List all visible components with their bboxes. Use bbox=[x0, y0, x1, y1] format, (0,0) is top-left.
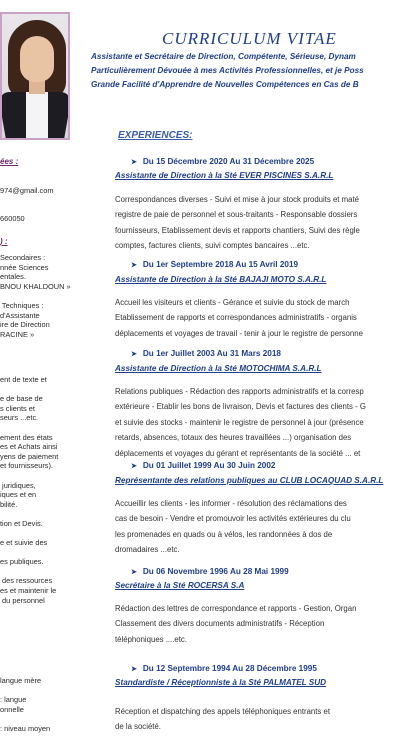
experience-description: Accueil les visiteurs et clients - Gérance et suivie du stock de march Etablissement de rapports et correspondances administratifs - organis déplacements et voyages de travail - tenir à jour le registre de personne bbox=[115, 298, 363, 338]
experience-date: ➤ Du 06 Novembre 1996 Au 28 Mai 1999 bbox=[131, 567, 289, 576]
experience-company: Assistante de Direction à la Sté BAJAJI MOTO S.A.R.L bbox=[115, 275, 327, 284]
arrow-right-icon: ➤ bbox=[131, 569, 137, 576]
experience-date: ➤ Du 1er Septembre 2018 Au 15 Avril 2019 bbox=[131, 260, 299, 269]
arrow-right-icon: ➤ bbox=[131, 351, 137, 358]
experience-description: Accueillir les clients - les informer - résolution des réclamations des cas de besoin - Vendre et promouvoir les activités extérieures du clu les promenades en quads ou à vélos, les randonnées à dos de dromadaires ...etc. bbox=[115, 499, 351, 555]
education-text: Secondaires : nnée Sciences entales. BNOU KHALDOUN » Techniques : d'Assistante ire de Direction RACINE » bbox=[0, 253, 71, 339]
contact-heading: ées : bbox=[0, 157, 19, 166]
arrow-right-icon: ➤ bbox=[131, 159, 137, 166]
experience-date: ➤ Du 1er Juillet 2003 Au 31 Mars 2018 bbox=[131, 349, 281, 358]
arrow-right-icon: ➤ bbox=[131, 262, 137, 269]
experience-description: Relations publiques - Rédaction des rapports administratifs et la corresp extérieure - Etablir les bons de livraison, Devis et factures des clients - G et suivie des stocks - maintenir le registre de personnel à jour (présence retards, absences, totaux des heures travaillées ...) organisation des déplacements et voyages du gérant et représentants de la société ... et bbox=[115, 387, 366, 458]
experience-description: Correspondances diverses - Suivi et mise à jour stock produits et maté registre de paie de personnel et sous-traitants - Responsable dossiers fournisseurs, Etablissement devis et rapports chantiers, Suivi des règle comptes, factures clients, suivi comptes bancaires ...etc. bbox=[115, 195, 360, 251]
email-text: 974@gmail.com bbox=[0, 186, 54, 195]
subtitle-line: Particulièrement Dévouée à mes Activités Professionnelles, et je Poss bbox=[91, 66, 364, 75]
experience-description: Rédaction des lettres de correspondance et rapports - Gestion, Organ Classement des divers documents administratifs - Réception téléphoniques ....etc. bbox=[115, 604, 357, 644]
experience-date: ➤ Du 15 Décembre 2020 Au 31 Décembre 2025 bbox=[131, 157, 315, 166]
profile-photo bbox=[0, 12, 70, 140]
experience-company: Représentante des relations publiques au CLUB LOCAQUAD S.A.R.L bbox=[115, 476, 384, 485]
section-title: EXPERIENCES: bbox=[118, 130, 193, 141]
experience-date: ➤ Du 12 Septembre 1994 Au 28 Décembre 1995 bbox=[131, 664, 317, 673]
experience-date: ➤ Du 01 Juillet 1999 Au 30 Juin 2002 bbox=[131, 461, 276, 470]
subtitle-line: Assistante et Secrétaire de Direction, Compétente, Sérieuse, Dynam bbox=[91, 52, 356, 61]
experience-company: Standardiste / Réceptionniste à la Sté PALMATEL SUD bbox=[115, 678, 327, 687]
languages-text: langue mère : langue onnelle : niveau moyen bbox=[0, 676, 51, 733]
experience-description: Réception et dispatching des appels téléphoniques entrants et de la société. bbox=[115, 707, 330, 732]
arrow-right-icon: ➤ bbox=[131, 666, 137, 673]
experience-company: Secrétaire à la Sté ROCERSA S.A bbox=[115, 581, 245, 590]
sidebar bbox=[0, 0, 100, 750]
cv-title: CURRICULUM VITAE bbox=[162, 29, 337, 48]
phone-text: 660050 bbox=[0, 214, 25, 223]
experience-company: Assistante de Direction à la Sté EVER PISCINES S.A.R.L bbox=[115, 171, 334, 180]
skills-text: ent de texte et e de base de s clients et seurs ...etc. ement des états es et Achats ainsi yens de paiement et fournisseurs). juridiques, iques et en bilité. tion et Devis. e et suivie des es publiques. des ressources es et maintenir le du personnel bbox=[0, 375, 59, 605]
education-heading: ) : bbox=[0, 237, 8, 246]
experiences-section bbox=[111, 0, 400, 750]
experience-company: Assistante de Direction à la Sté MOTOCHIMA S.A.R.L bbox=[115, 364, 322, 373]
arrow-right-icon: ➤ bbox=[131, 463, 137, 470]
subtitle-line: Grande Facilité d'Apprendre de Nouvelles Compétences en Cas de B bbox=[91, 80, 359, 89]
